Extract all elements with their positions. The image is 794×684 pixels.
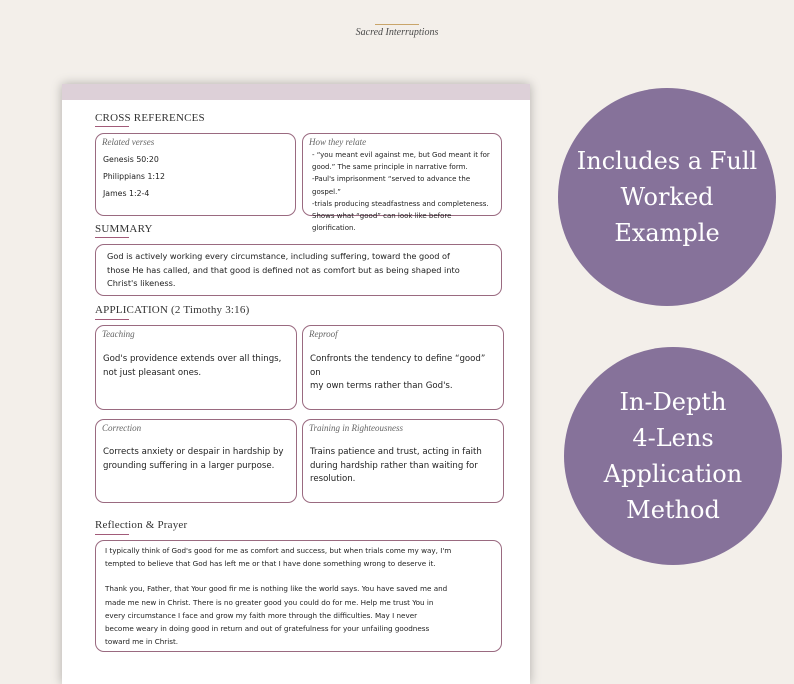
training-box: [302, 419, 504, 503]
reflection-line: tempted to believe that God has left me or that I have done something wrong to deserve it.: [105, 559, 436, 569]
prayer-line: toward me in Christ.: [105, 637, 179, 647]
teaching-label: Teaching: [102, 329, 135, 339]
relate-line: good.” The same principle in narrative form.: [312, 163, 468, 172]
circle-text-line: Includes a Full: [576, 147, 758, 175]
reproof-label: Reproof: [309, 329, 338, 339]
circle-text-line: Application: [603, 460, 743, 488]
training-line: Trains patience and trust, acting in faith: [310, 447, 482, 457]
brand-name: Sacred Interruptions: [355, 27, 439, 38]
how-they-relate-label: How they relate: [309, 137, 367, 147]
feature-circle-4-lens: [564, 347, 782, 565]
circle-text-line: Worked: [620, 183, 714, 211]
summary-line: God is actively working every circumstance, including suffering, toward the good of: [107, 251, 450, 261]
circle-text-line: Method: [626, 496, 720, 524]
verse-list: [103, 155, 289, 198]
correction-line: Corrects anxiety or despair in hardship by: [103, 447, 284, 457]
summary-box: [95, 244, 502, 296]
circle-text-line: Example: [614, 219, 720, 247]
how-they-relate-box: [302, 133, 502, 233]
prayer-line: become weary in doing good in return and out of gratefulness for your unfailing goodness: [105, 624, 430, 634]
teaching-text: [103, 353, 290, 380]
worksheet-top-band: [62, 84, 530, 100]
reflection-heading: Reflection & Prayer: [95, 519, 188, 531]
prayer-line: Thank you, Father, that Your good fir me is nothing like the world says. You have saved me and: [105, 584, 448, 594]
related-verses-box: [95, 133, 296, 216]
correction-label: Correction: [102, 423, 142, 433]
reflection-text: [105, 544, 495, 648]
reflection-line: I typically think of God's good for me as comfort and success, but when trials come my way, I'm: [105, 546, 452, 555]
worksheet-page: [62, 84, 530, 684]
training-line: resolution.: [310, 474, 356, 485]
teaching-line: God's providence extends over all things,: [103, 354, 282, 364]
summary-text: [107, 250, 495, 291]
relate-line: -Paul's imprisonment “served to advance the gospel.”: [312, 175, 471, 196]
teaching-line: not just pleasant ones.: [103, 367, 202, 378]
correction-line: grounding suffering in a larger purpose.: [103, 460, 275, 471]
verse-item: James 1:2-4: [103, 189, 150, 198]
relate-line: -trials producing steadfastness and completeness.: [312, 199, 489, 208]
cross-references-heading: CROSS REFERENCES: [95, 112, 205, 124]
reproof-line: Confronts the tendency to define “good” on: [310, 354, 486, 378]
application-heading: APPLICATION (2 Timothy 3:16): [95, 304, 250, 316]
summary-heading: SUMMARY: [95, 223, 153, 235]
training-line: during hardship rather than waiting for: [310, 460, 478, 471]
prayer-line: made me new in Christ. There is no greater good you could do for me. Help me trust You in: [105, 597, 434, 607]
training-text: [310, 446, 497, 487]
circle-text-line: 4-Lens: [632, 424, 714, 452]
summary-line: Christ's likeness.: [107, 278, 176, 289]
correction-box: [95, 419, 297, 503]
heading-underline: [95, 534, 129, 535]
heading-underline: [95, 319, 129, 320]
reproof-line: my own terms rather than God's.: [310, 381, 453, 392]
reflection-box: [95, 540, 502, 652]
reproof-text: [310, 353, 497, 394]
brand-header: [0, 24, 794, 38]
circle-text-line: In-Depth: [619, 388, 727, 416]
training-label: Training in Righteousness: [309, 423, 404, 433]
feature-circle-worked-example: [558, 88, 776, 306]
verse-item: Philippians 1:12: [103, 172, 165, 181]
relate-text: [312, 149, 495, 234]
heading-underline: [95, 237, 129, 238]
reproof-box: [302, 325, 504, 410]
heading-underline: [95, 126, 129, 127]
relate-line: - “you meant evil against me, but God meant it for: [312, 151, 490, 159]
prayer-line: every circumstance I face and grow my faith more through the difficulties. May I never: [105, 610, 418, 620]
correction-text: [103, 446, 290, 473]
summary-line: those He has called, and that good is defined not as comfort but as being shaped into: [107, 264, 460, 275]
verse-item: Genesis 50:20: [103, 155, 159, 164]
relate-line: Shows what “good” can look like before glorification.: [312, 212, 452, 233]
related-verses-label: Related verses: [102, 137, 155, 147]
brand-divider: [375, 24, 419, 25]
teaching-box: [95, 325, 297, 410]
